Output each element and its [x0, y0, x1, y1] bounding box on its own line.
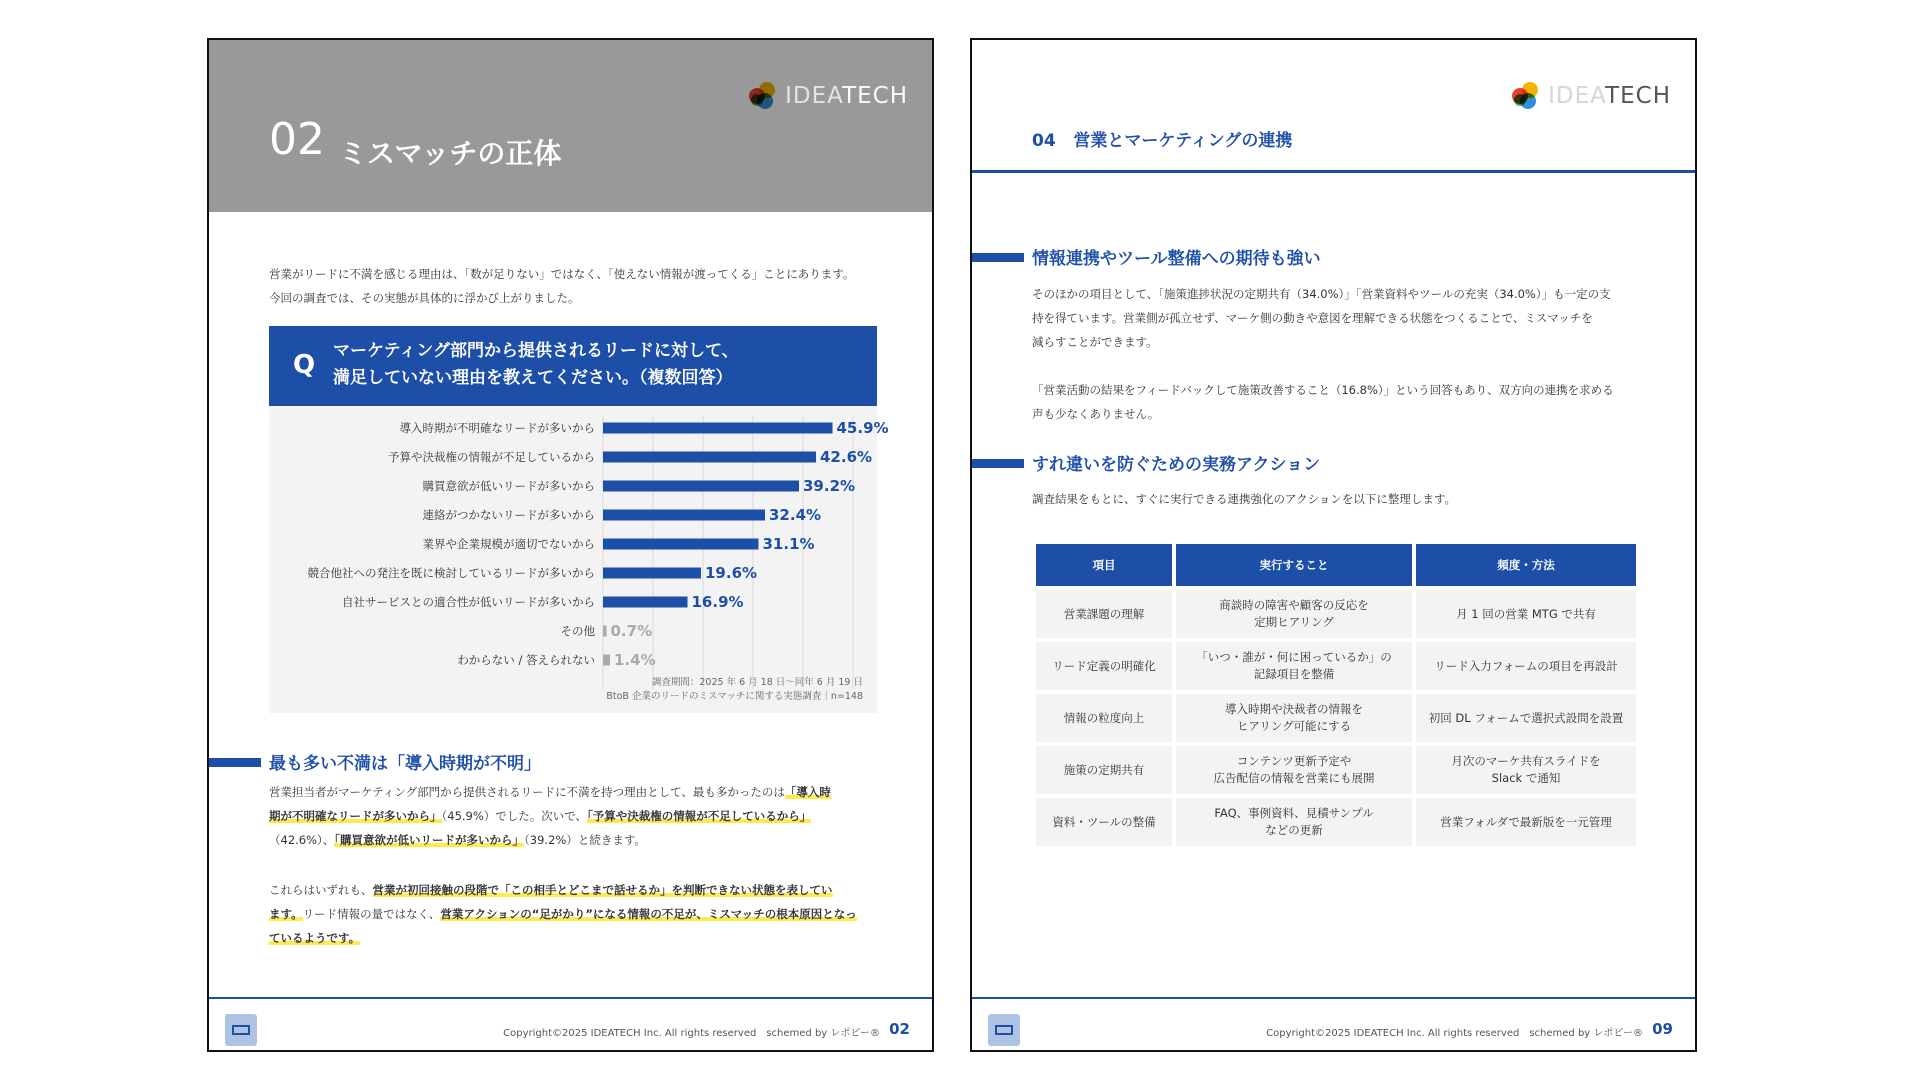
cell-line: リード入力フォームの項目を再設計 [1434, 658, 1618, 673]
table-cell-item: 情報の粒度向上 [1036, 694, 1172, 742]
finding-paragraph-2 [269, 878, 879, 950]
page-number: 02 [889, 1020, 910, 1038]
value-label: 1.4% [614, 651, 656, 669]
table-row [1036, 798, 1636, 846]
table-cell-method [1416, 798, 1636, 846]
logo-text-tech: TECH [1605, 83, 1671, 109]
table-cell-method [1416, 694, 1636, 742]
table-cell-item: 施策の定期共有 [1036, 746, 1172, 794]
category-label: わからない / 答えられない [457, 653, 595, 667]
table-cell-method [1416, 590, 1636, 638]
bar [603, 539, 759, 550]
value-label: 31.1% [762, 535, 815, 553]
table-row [1036, 746, 1636, 794]
bar [603, 510, 765, 521]
cell-line: コンテンツ更新予定や [1236, 754, 1352, 768]
bar [603, 481, 799, 492]
paragraph-line: 減らすことができます。 [1032, 335, 1158, 349]
logo-text-idea: IDEA [785, 83, 843, 109]
cell-line: Slack で通知 [1491, 771, 1561, 785]
text-run: （42.6%）、 [269, 833, 335, 847]
text-run: リード情報の量ではなく、 [302, 907, 441, 921]
value-label: 39.2% [803, 477, 856, 495]
section-marker [972, 253, 1024, 262]
value-label: 32.4% [769, 506, 822, 524]
category-label: その他 [560, 624, 595, 638]
paragraph-line: 声も少なくありません。 [1032, 407, 1160, 421]
value-label: 45.9% [836, 419, 889, 437]
cell-line: ヒアリング可能にする [1236, 719, 1352, 733]
cell-line: 月 1 回の営業 MTG で共有 [1456, 606, 1596, 621]
section-title: 情報連携やツール整備への期待も強い [1032, 249, 1321, 269]
category-label: 連絡がつかないリードが多いから [422, 508, 595, 522]
cell-line: 月次のマーケ共有スライドを [1451, 754, 1601, 768]
table-row [1036, 694, 1636, 742]
question-line: 満足していない理由を教えてください。（複数回答） [333, 368, 733, 388]
question-text [333, 338, 739, 392]
category-label: 導入時期が不明確なリードが多いから [399, 421, 595, 435]
cell-line: などの更新 [1265, 823, 1323, 837]
logo-text-idea: IDEA [1548, 83, 1606, 109]
table-row [1036, 642, 1636, 690]
cell-line: FAQ、事例資料、見積サンプル [1214, 806, 1374, 820]
finding-paragraph-1 [269, 780, 879, 852]
bar [603, 452, 816, 463]
section-title: 最も多い不満は「導入時期が不明」 [269, 754, 541, 774]
highlight-text: 「予算や決裁権の情報が不足しているから」 [587, 809, 812, 823]
text-run: （39.2%）と続きます。 [524, 833, 646, 847]
highlight-text: 期が不明確なリードが多いから」 [269, 809, 442, 823]
table-cell-action [1176, 746, 1412, 794]
highlight-text: ます。 [269, 907, 303, 921]
value-label: 19.6% [705, 564, 758, 582]
bar [603, 423, 833, 434]
cell-line: 記録項目を整備 [1253, 667, 1335, 681]
cell-line: 広告配信の情報を営業にも展開 [1213, 771, 1375, 785]
text-run: （45.9%）でした。次いで、 [441, 809, 588, 823]
value-label: 16.9% [691, 593, 744, 611]
intro-line: 営業がリードに不満を感じる理由は、「数が足りない」ではなく、「使えない情報が渡ってくる」ことにあります。 [269, 267, 855, 281]
section-marker [972, 459, 1024, 468]
category-label: 競合他社への発注を既に検討しているリードが多いから [307, 566, 595, 580]
cell-line: 営業フォルダで最新版を一元管理 [1440, 814, 1612, 829]
footer-copyright: Copyright©2025 IDEATECH Inc. All rights reserved schemed by レポピー® [503, 1028, 880, 1039]
highlight-text: 「導入時 [784, 785, 831, 799]
table-cell-action [1176, 798, 1412, 846]
question-line: マーケティング部門から提供されるリードに対して、 [333, 341, 739, 361]
chart-source-note [606, 676, 863, 704]
bar-chart-svg [269, 406, 889, 713]
cell-line: 商談時の障害や顧客の反応を [1219, 598, 1369, 612]
cell-line: 導入時期や決裁者の情報を [1225, 702, 1363, 716]
cell-line: 定期ヒアリング [1254, 615, 1334, 629]
table-cell-method [1416, 746, 1636, 794]
text-run: これらはいずれも、 [269, 883, 373, 897]
table-row [1036, 590, 1636, 638]
text-run: 営業担当者がマーケティング部門から提供されるリードに不満を持つ理由として、最も多かったのは [269, 785, 785, 799]
report-page-02 [207, 38, 934, 1052]
question-mark: Q [293, 350, 316, 380]
highlight-text: 営業アクションの“足がかり”になる情報の不足が、ミスマッチの根本原因となっ [440, 907, 857, 921]
report-page-09 [970, 38, 1697, 1052]
paragraph-line: そのほかの項目として、「施策進捗状況の定期共有（34.0%）」「営業資料やツールの充実（34.0%）」も一定の支 [1032, 287, 1611, 301]
question-box [269, 326, 877, 406]
section-marker [209, 758, 261, 767]
action-table [1032, 540, 1640, 850]
header-rule [972, 170, 1695, 173]
footer-rule [209, 997, 932, 999]
ideatech-logo [1512, 82, 1671, 110]
category-label: 予算や決裁権の情報が不足しているから [388, 450, 595, 464]
value-label: 42.6% [820, 448, 873, 466]
table-cell-action [1176, 694, 1412, 742]
chapter-title: ミスマッチの正体 [339, 137, 562, 170]
footer-rule [972, 997, 1695, 999]
chart-note-line: BtoB 企業のリードのミスマッチに関する実態調査｜n=148 [606, 691, 863, 702]
table-header-cell: 頻度・方法 [1416, 544, 1636, 586]
table-cell-item: 営業課題の理解 [1036, 590, 1172, 638]
section2-intro: 調査結果をもとに、すぐに実行できる連携強化のアクションを以下に整理します。 [1032, 492, 1457, 506]
header-title: 営業とマーケティングの連携 [1073, 131, 1293, 151]
paragraph-line: 持を得ています。営業側が孤立せず、マーケ側の動きや意図を理解できる状態をつくることで、ミスマッチを [1032, 311, 1593, 325]
table-cell-method [1416, 642, 1636, 690]
bar [603, 626, 607, 637]
bar-chart [269, 406, 889, 713]
page-number: 09 [1652, 1020, 1673, 1038]
highlight-text: 営業が初回接触の段階で「この相手とどこまで話せるか」を判断できない状態を表してい [372, 883, 833, 897]
report-icon [225, 1014, 257, 1046]
bar [603, 568, 701, 579]
header-number: 04 [1032, 131, 1056, 151]
section1-paragraph [1032, 282, 1642, 426]
table-cell-action [1176, 642, 1412, 690]
cell-line: 初回 DL フォームで選択式設問を設置 [1428, 710, 1624, 725]
report-icon [988, 1014, 1020, 1046]
section-title: すれ違いを防ぐための実務アクション [1032, 455, 1321, 475]
logo-mark-icon [1512, 82, 1540, 110]
category-label: 業界や企業規模が適切でないから [422, 537, 595, 551]
bar [603, 655, 610, 666]
category-label: 購買意欲が低いリードが多いから [422, 479, 595, 493]
logo-mark-icon [749, 82, 777, 110]
table-header-cell: 項目 [1036, 544, 1172, 586]
intro-line: 今回の調査では、その実態が具体的に浮かび上がりました。 [269, 291, 580, 305]
chart-note-line: 調査期間：2025 年 6 月 18 日〜同年 6 月 19 日 [651, 677, 863, 688]
intro-paragraph [269, 262, 854, 310]
paragraph-line: 「営業活動の結果をフィードバックして施策改善すること（16.8%）」という回答もあり、双方向の連携を求める [1032, 383, 1614, 397]
footer-copyright: Copyright©2025 IDEATECH Inc. All rights reserved schemed by レポピー® [1266, 1028, 1643, 1039]
table-cell-item: 資料・ツールの整備 [1036, 798, 1172, 846]
page-header-title [1032, 126, 1292, 151]
logo-text-tech: TECH [842, 83, 908, 109]
table-cell-item: リード定義の明確化 [1036, 642, 1172, 690]
bar [603, 597, 688, 608]
cell-line: 「いつ・誰が・何に困っているか」の [1196, 650, 1392, 664]
table-header-row [1036, 544, 1636, 586]
highlight-text: ているようです。 [269, 931, 361, 945]
ideatech-logo [749, 82, 908, 110]
table-header-cell: 実行すること [1176, 544, 1412, 586]
chapter-number: 02 [269, 114, 325, 165]
category-label: 自社サービスとの適合性が低いリードが多いから [342, 595, 595, 609]
value-label: 0.7% [610, 622, 653, 640]
highlight-text: 「購買意欲が低いリードが多いから」 [334, 833, 525, 847]
table-cell-action [1176, 590, 1412, 638]
